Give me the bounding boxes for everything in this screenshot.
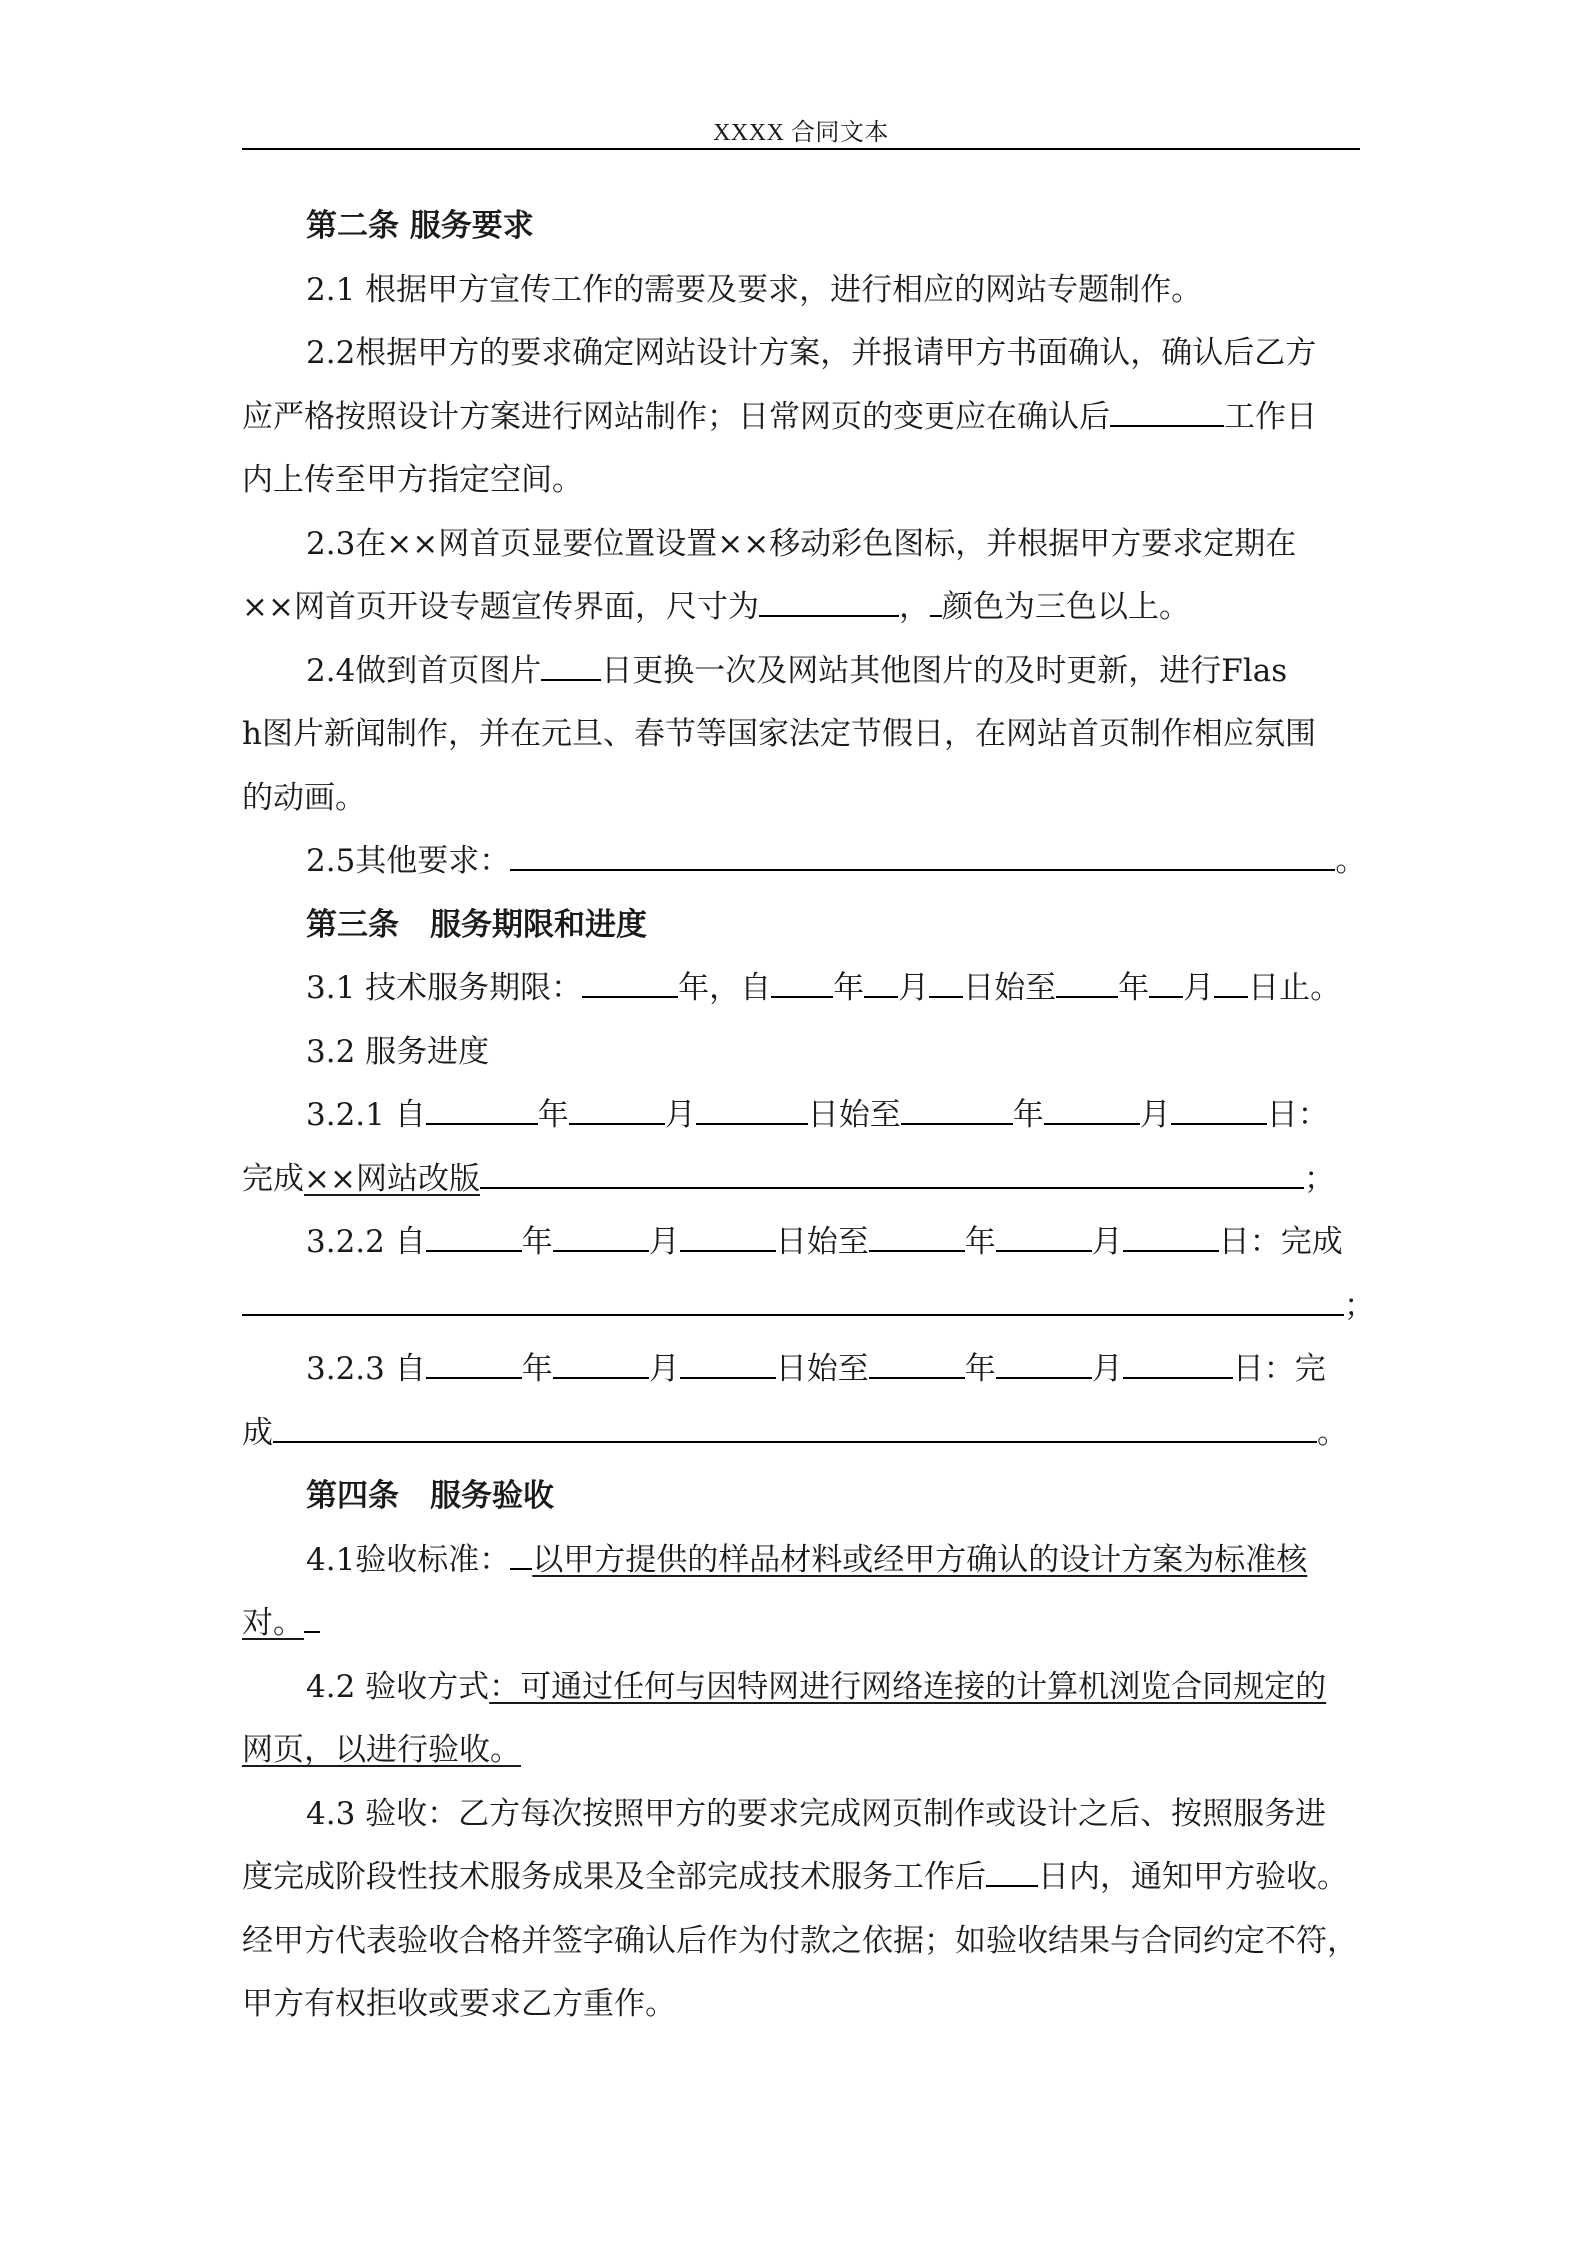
blank-field (696, 1097, 808, 1125)
clause-3-2-2-line2 (242, 1275, 1375, 1339)
blank-field (759, 589, 899, 617)
clause-2-2-line2 (242, 386, 1362, 450)
text: 成 (242, 1414, 273, 1451)
text: 日： (1266, 1097, 1329, 1133)
blank-field (1110, 399, 1224, 427)
article-3-heading: 第三条 服务期限和进度 (306, 906, 647, 943)
text: 月 (664, 1097, 696, 1133)
text: 日止。 (1248, 970, 1342, 1006)
text: ； (1303, 1160, 1335, 1197)
blank-field (680, 1351, 776, 1379)
header-rule (242, 148, 1360, 150)
blank-field (426, 1097, 538, 1125)
text: 。 (1335, 843, 1367, 879)
text: 工作日 (1224, 398, 1317, 435)
text: 年 (964, 1224, 996, 1260)
blank-field (680, 1224, 776, 1252)
clause-2-2-line3: 内上传至甲方指定空间。 (242, 462, 583, 498)
text: 日更换一次及网站其他图片的及时更新，进行Flas (601, 652, 1288, 689)
filled-value: 对。 (242, 1605, 304, 1641)
text: 月 (648, 1224, 680, 1260)
text: 颜色为三色以上。 (941, 589, 1190, 625)
blank-field (242, 1288, 1344, 1316)
text: ， (898, 589, 930, 625)
clause-4-3-line3: 经甲方代表验收合格并签字确认后作为付款之依据；如验收结果与合同约定不符， (242, 1922, 1358, 1959)
text: 月 (1183, 970, 1215, 1006)
text: 日：完成 (1218, 1224, 1343, 1260)
article-4-heading: 第四条 服务验收 (306, 1478, 554, 1514)
blank-field (996, 1224, 1092, 1252)
text: 月 (1091, 1224, 1123, 1260)
blank-field (569, 1097, 665, 1125)
text: ； (1344, 1287, 1375, 1324)
clause-2-5 (242, 830, 1367, 894)
blank-field (929, 970, 963, 998)
text: 日：完 (1232, 1351, 1326, 1387)
blank-field (553, 1224, 649, 1252)
clause-3-2: 3.2 服务进度 (306, 1033, 490, 1070)
clause-4-2-line2 (242, 1719, 1362, 1783)
text: 2.5其他要求： (306, 843, 511, 879)
text: 年 (833, 970, 865, 1006)
text: 度完成阶段性技术服务成果及全部完成技术服务工作后 (242, 1859, 986, 1895)
text: 年 (521, 1224, 553, 1260)
text: 4.2 验收方式 (306, 1668, 490, 1705)
text: 日始至 (775, 1351, 869, 1387)
clause-4-1-line2 (242, 1592, 1362, 1656)
blank-field (1214, 970, 1248, 998)
blank-field (541, 653, 601, 681)
text: 月 (898, 970, 930, 1006)
blank-field (553, 1351, 649, 1379)
clause-2-4-line2: h图片新闻制作，并在元旦、春节等国家法定节假日，在网站首页制作相应氛围 (242, 716, 1316, 752)
filled-value: ：可通过任何与因特网进行网络连接的计算机浏览合同规定的 (489, 1668, 1327, 1705)
clause-3-2-3-line1 (242, 1338, 1362, 1402)
text: 4.1验收标准： (306, 1541, 511, 1578)
blank-field (1123, 1224, 1219, 1252)
blank-field (869, 1351, 965, 1379)
blank-field (1044, 1097, 1140, 1125)
clause-3-2-1-line2 (242, 1148, 1362, 1212)
clause-4-3-line2 (242, 1846, 1362, 1910)
clause-4-3-line4: 甲方有权拒收或要求乙方重作。 (242, 1986, 676, 2022)
clause-3-2-1-line1 (242, 1084, 1362, 1148)
blank-field (771, 970, 833, 998)
text: 完成 (242, 1160, 304, 1197)
text: 年 (537, 1097, 569, 1133)
text: 日始至 (807, 1097, 901, 1133)
text: 年 (1012, 1097, 1044, 1133)
text: 月 (1091, 1351, 1123, 1387)
blank-field (480, 1161, 1304, 1189)
contract-body (242, 195, 1375, 2037)
clause-3-2-2-line1 (242, 1211, 1362, 1275)
text: 日始至 (775, 1224, 869, 1260)
blank-field (1149, 970, 1183, 998)
clause-4-2-line1 (242, 1656, 1362, 1720)
clause-2-1: 2.1 根据甲方宣传工作的需要及要求，进行相应的网站专题制作。 (306, 271, 1203, 308)
clause-3-2-3-line2 (242, 1402, 1362, 1466)
text: 年 (521, 1351, 553, 1387)
text: ××网首页开设专题宣传界面，尺寸为 (242, 589, 759, 625)
blank-field (426, 1351, 522, 1379)
clause-2-4-line1 (242, 640, 1362, 704)
blank-field (864, 970, 898, 998)
clause-4-1-line1 (242, 1529, 1362, 1593)
text: 应严格按照设计方案进行网站制作；日常网页的变更应在确认后 (242, 398, 1110, 435)
blank-field (510, 843, 1335, 871)
blank-field (901, 1097, 1013, 1125)
text: 月 (1139, 1097, 1171, 1133)
clause-2-3-line1: 2.3在××网首页显要位置设置××移动彩色图标，并根据甲方要求定期在 (306, 525, 1297, 562)
text: 。 (1317, 1414, 1348, 1451)
blank-field (1171, 1097, 1267, 1125)
blank-field (869, 1224, 965, 1252)
filled-value: 网页，以进行验收。 (242, 1732, 521, 1768)
clause-2-4-line3: 的动画。 (242, 779, 366, 816)
filled-value: 以甲方提供的样品材料或经甲方确认的设计方案为标准核 (532, 1541, 1308, 1578)
filled-value: ××网站改版 (304, 1160, 480, 1197)
text: 年 (1118, 970, 1150, 1006)
text: 年，自 (678, 970, 772, 1006)
clause-4-3-line1: 4.3 验收：乙方每次按照甲方的要求完成网页制作或设计之后、按照服务进 (306, 1795, 1327, 1832)
clause-3-1 (242, 957, 1362, 1021)
blank-field (996, 1351, 1092, 1379)
blank-field (304, 1605, 320, 1633)
text: 2.4做到首页图片 (306, 652, 542, 689)
blank-field (426, 1224, 522, 1252)
text: 日内，通知甲方验收。 (1038, 1859, 1348, 1895)
blank-field (1056, 970, 1118, 998)
page-header-title: XXXX 合同文本 (713, 120, 889, 146)
text: 3.2.1 自 (306, 1097, 426, 1133)
blank-field (273, 1415, 1317, 1443)
blank-field (582, 970, 678, 998)
text: 3.2.3 自 (306, 1351, 426, 1387)
blank-field (1123, 1351, 1233, 1379)
text: 日始至 (963, 970, 1057, 1006)
text: 3.2.2 自 (306, 1224, 426, 1260)
blank-field (510, 1542, 532, 1570)
blank-field (930, 589, 942, 617)
text: 3.1 技术服务期限： (306, 970, 583, 1006)
blank-field (986, 1859, 1038, 1887)
article-2-heading: 第二条 服务要求 (306, 208, 534, 244)
clause-2-2-line1: 2.2根据甲方的要求确定网站设计方案，并报请甲方书面确认，确认后乙方 (306, 335, 1317, 371)
text: 年 (964, 1351, 996, 1387)
text: 月 (648, 1351, 680, 1387)
clause-2-3-line2 (242, 576, 1362, 640)
